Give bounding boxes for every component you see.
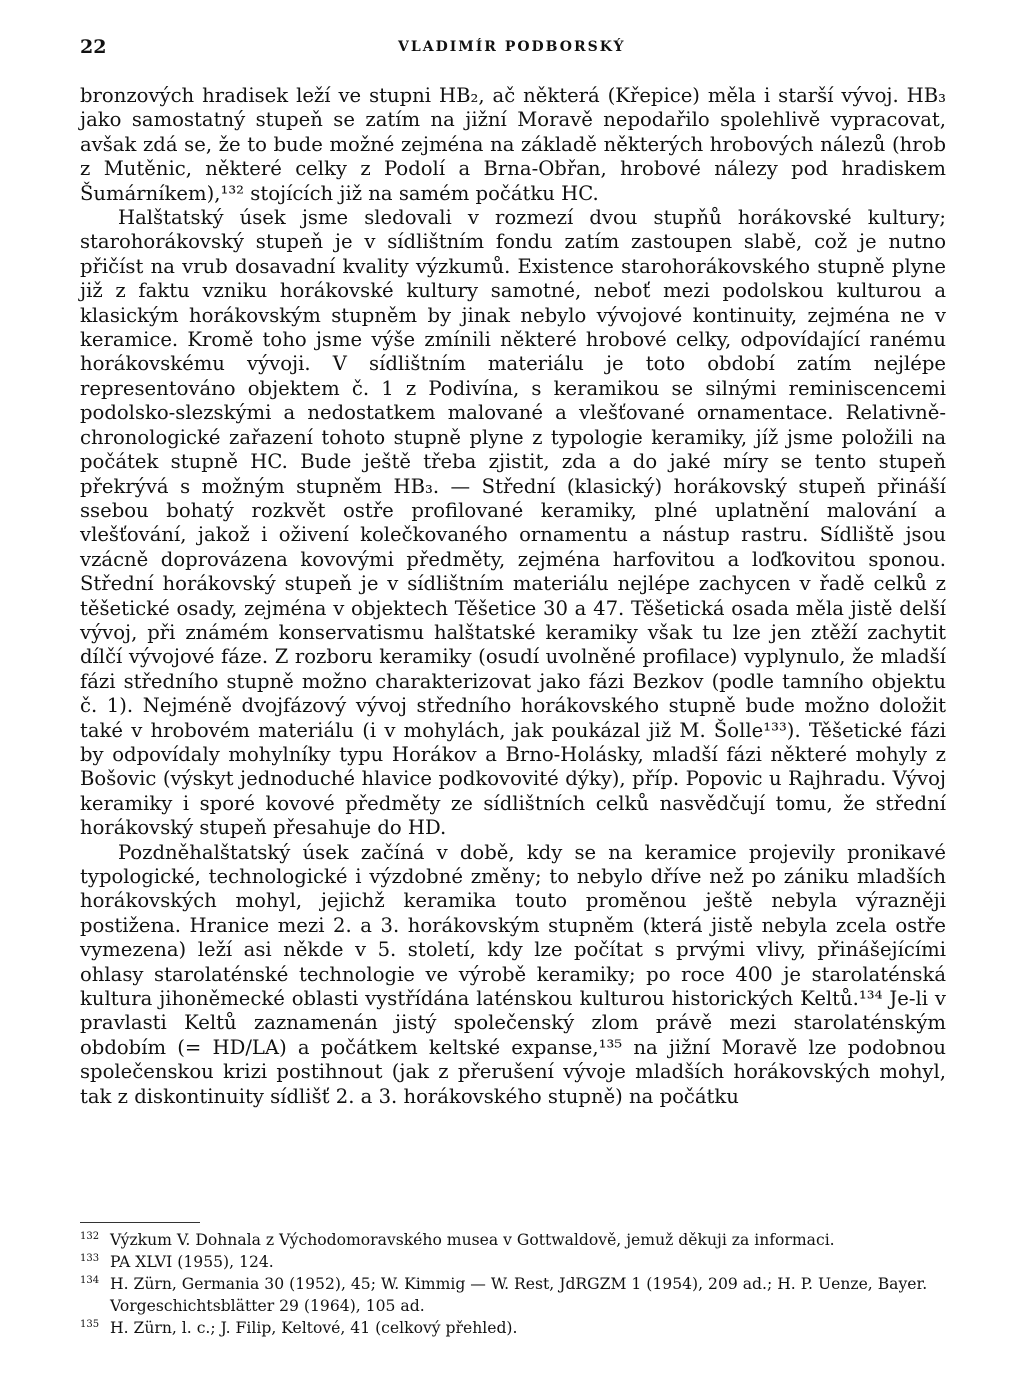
paragraph-halstatt: Halštatský úsek jsme sledovali v rozmezí dvou stupňů horákovské kultury; starohorákovský stupeň je v sídlištním fondu zatím zastoupen slabě, což je nutno přičíst na vrub dosavadní kvality výzkumů. Existence starohorákovského stupně plyne již z faktu vzniku horákovské kultury samotné, neboť mezi podolskou kulturou a klasickým horákovským stupněm by jinak nebylo vývojové kontinuity, zejména ne v keramice. Kromě toho jsme výše zmínili některé hrobové celky, odpovídající ranému horákovskému vývoji. V sídlištním materiálu je toto období zatím nejlépe representováno objektem č. 1 z Podivína, s keramikou se silnými reminiscencemi podolsko-slezskými a nedostatkem malované a vlešťované ornamentace. Relativně-chronologické zařazení tohoto stupně plyne z typologie keramiky, jíž jsme položili na počátek stupně HC. Bude ještě třeba zjistit, zda a do jaké míry se tento stupeň překrývá s možným stupněm HB₃. — Střední (klasický) horákovský stupeň přináší ssebou bohatý rozkvět ostře profilované keramiky, plné uplatnění malování a vlešťování, jakož i oživení kolečkovaného ornamentu a nástup rastru. Sídliště jsou vzácně doprovázena kovovými předměty, zejména harfovitou a loďkovitou sponou. Střední horákovský stupeň je v sídlištním materiálu nejlépe zachycen v řadě celků z těšetické osady, zejména v objektech Těšetice 30 a 47. Těšetická osada měla jistě delší vývoj, při známém konservatismu halštatské keramiky však tu lze jen ztěží zachytit dílčí vývojové fáze. Z rozboru keramiky (osudí uvolněné profilace) vyplynulo, že mladší fázi středního stupně možno charakterizovat jako fázi Bezkov (podle tamního objektu č. 1). Nejméně dvojfázový vývoj středního horákovského stupně bude možno doložit také v hrobovém materiálu (i v mohylách, jak poukázal již M. Šolle¹³³). Těšetické fázi by odpovídaly mohylníky typu Horákov a Brno-Holásky, mladší fázi některé mohyly z Bošovic (výskyt jednoduché hlavice podkovovité dýky), příp. Popovic u Rajhradu. Vývoj keramiky i sporé kovové předměty ze sídlištních celků nasvědčují tomu, že střední horákovský stupeň přesahuje do HD. [80, 206, 946, 840]
running-head: VLADIMÍR PODBORSKÝ [398, 39, 626, 55]
footnote-text: H. Zürn, Germania 30 (1952), 45; W. Kimmig — W. Rest, JdRGZM 1 (1954), 209 ad.; H. P. Uenze, Bayer. Vorgeschichtsblätter 29 (1964), 105 ad. [110, 1275, 928, 1315]
footnote-text: H. Zürn, l. c.; J. Filip, Keltové, 41 (celkový přehled). [110, 1318, 518, 1337]
body-text [80, 84, 946, 1109]
page-number: 22 [80, 36, 107, 58]
footnote-number: 132 [80, 1231, 100, 1242]
page-header [80, 36, 946, 60]
paragraph-late-halstatt: Pozdněhalštatský úsek začíná v době, kdy se na keramice projevily pronikavé typologické, technologické i výzdobné změny; to nebylo dříve než po zániku mladších horákovských mohyl, jejichž keramika touto proměnou ještě nebyla výrazněji postižena. Hranice mezi 2. a 3. horákovským stupněm (která jistě nebyla zcela ostře vymezena) leží asi někde v 5. století, kdy lze počítat s prvými vlivy, přinášejícími ohlasy starolaténské technologie ve výrobě keramiky; po roce 400 je starolaténská kultura jihoněmecké oblasti vystřídána laténskou kulturou historických Keltů.¹³⁴ Je-li v pravlasti Keltů zaznamenán jistý společenský zlom právě mezi starolaténským obdobím (= HD/LA) a počátkem keltské expanse,¹³⁵ na jižní Moravě lze podobnou společenskou krizi postihnout (jak z přerušení vývoje mladších horákovských mohyl, tak z diskontinuity sídlišť 2. a 3. horákovského stupně) na počátku [80, 840, 946, 1108]
footnote-divider [80, 1222, 200, 1223]
paragraph-continuation: bronzových hradisek leží ve stupni HB₂, ač některá (Křepice) měla i starší vývoj. HB₃ jako samostatný stupeň se zatím na jižní Moravě nepodařilo spolehlivě vypracovat, avšak zdá se, že to bude možné zejména na základě některých hrobových nálezů (hrob z Mutěnic, některé celky z Podolí a Brna-Obřan, hrobové nálezy pod hradiskem Šumárníkem),¹³² stojících již na samém počátku HC. [80, 84, 946, 205]
footnote-number: 134 [80, 1275, 100, 1287]
footnotes [80, 1230, 946, 1340]
footnote-number: 135 [80, 1318, 100, 1330]
footnote-135 [80, 1318, 946, 1339]
footnote-133 [80, 1252, 946, 1273]
footnote-132 [80, 1230, 946, 1251]
footnote-text: PA XLVI (1955), 124. [110, 1253, 274, 1272]
footnote-134 [80, 1274, 946, 1316]
footnote-number: 133 [80, 1253, 100, 1265]
footnote-text: Výzkum V. Dohnala z Východomoravského musea v Gottwaldově, jemuž děkuji za informaci. [110, 1231, 835, 1249]
